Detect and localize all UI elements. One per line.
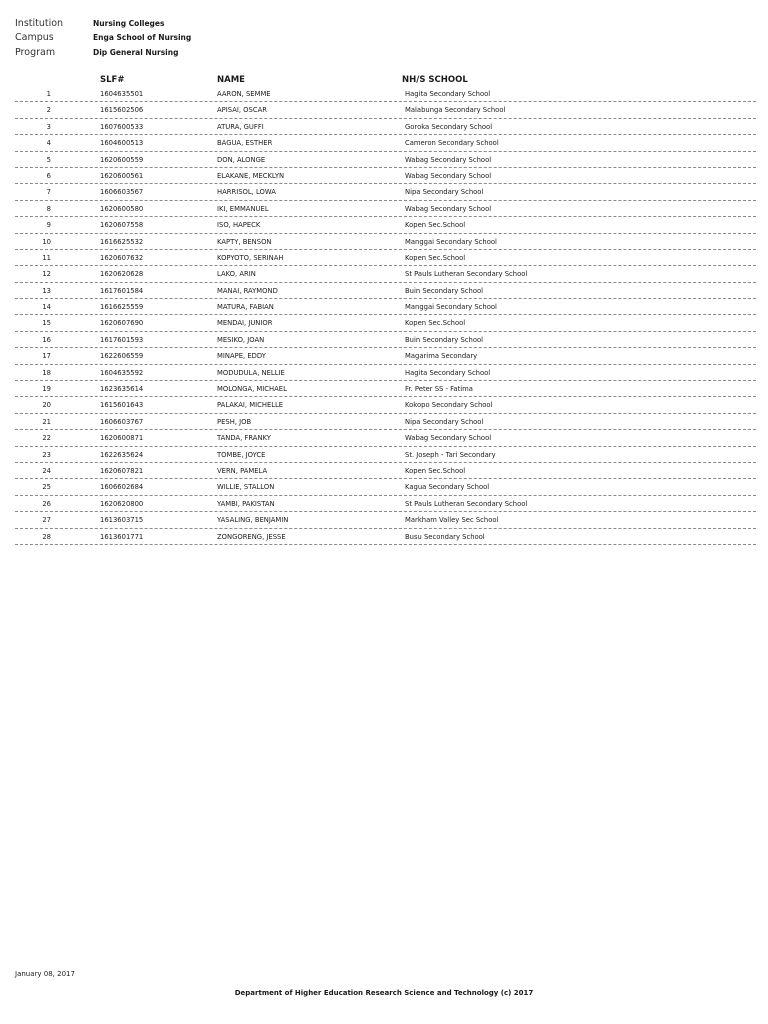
row-number: 27	[42, 516, 51, 525]
row-number: 5	[46, 155, 51, 164]
row-number: 13	[42, 286, 51, 295]
row-number: 18	[42, 368, 51, 377]
table-row	[15, 86, 756, 102]
table-row	[15, 381, 756, 397]
slf-number: 1613603715	[100, 516, 144, 525]
table-row	[15, 184, 756, 200]
program-label: Program	[15, 46, 56, 58]
school-name: Buin Secondary School	[405, 286, 484, 295]
school-name: Buin Secondary School	[405, 335, 484, 344]
institution-label: Institution	[15, 17, 64, 29]
table-row	[15, 315, 756, 331]
column-header-name: NAME	[217, 75, 245, 85]
row-number: 20	[42, 401, 51, 410]
row-number: 6	[46, 171, 51, 180]
table-row	[15, 430, 756, 446]
student-name: VERN, PAMELA	[217, 466, 268, 475]
column-header-school: NH/S SCHOOL	[402, 75, 468, 85]
table-row	[15, 365, 756, 381]
slf-number: 1604635501	[100, 90, 144, 98]
school-name: Malabunga Secondary School	[405, 106, 506, 115]
slf-number: 1604635592	[100, 368, 144, 377]
table-row	[15, 299, 756, 315]
row-number: 14	[42, 303, 51, 312]
school-name: Wabag Secondary School	[405, 171, 492, 180]
student-name: ELAKANE, MECKLYN	[217, 171, 285, 180]
student-table	[15, 86, 756, 545]
table-row	[15, 283, 756, 299]
slf-number: 1606603567	[100, 188, 144, 197]
table-row	[15, 348, 756, 364]
school-name: St Pauls Lutheran Secondary School	[405, 270, 528, 279]
slf-number: 1615601643	[100, 401, 144, 410]
report-date: January 08, 2017	[15, 970, 75, 978]
row-number: 22	[42, 434, 51, 443]
school-name: Busu Secondary School	[405, 532, 485, 541]
row-number: 4	[46, 139, 51, 148]
student-name: MODUDULA, NELLIE	[217, 368, 285, 377]
table-row	[15, 250, 756, 266]
row-number: 25	[42, 483, 51, 492]
school-name: Kagua Secondary School	[405, 483, 490, 492]
table-row	[15, 201, 756, 217]
slf-number: 1617601584	[100, 286, 144, 295]
student-name: HARRISOL, LOWA	[217, 188, 276, 197]
row-number: 23	[42, 450, 51, 459]
table-row	[15, 414, 756, 430]
table-row	[15, 168, 756, 184]
table-row	[15, 217, 756, 233]
slf-number: 1617601593	[100, 335, 144, 344]
table-row	[15, 266, 756, 282]
student-name: IKI, EMMANUEL	[217, 204, 269, 213]
table-row	[15, 152, 756, 168]
row-number: 24	[42, 466, 51, 475]
student-name: YASALING, BENJAMIN	[217, 516, 289, 525]
slf-number: 1620620628	[100, 270, 144, 279]
school-name: Kopen Sec.School	[405, 466, 466, 475]
student-name: DON, ALONGE	[217, 155, 266, 164]
campus-label: Campus	[15, 32, 54, 44]
table-row	[15, 512, 756, 528]
school-name: Kopen Sec.School	[405, 319, 466, 328]
school-name: Fr. Peter SS - Fatima	[405, 385, 473, 394]
school-name: St. Joseph - Tari Secondary	[405, 450, 496, 459]
slf-number: 1622606559	[100, 352, 144, 361]
row-number: 2	[46, 106, 51, 115]
school-name: Hagita Secondary School	[405, 90, 491, 98]
institution-row	[15, 16, 191, 31]
student-name: MENDAI, JUNIOR	[217, 319, 273, 328]
table-row	[15, 529, 756, 545]
school-name: Nipa Secondary School	[405, 417, 484, 426]
slf-number: 1606603767	[100, 417, 144, 426]
table-row	[15, 332, 756, 348]
student-name: APISAI, OSCAR	[217, 106, 267, 115]
table-row	[15, 135, 756, 151]
slf-number: 1620607558	[100, 221, 144, 230]
slf-number: 1616625532	[100, 237, 144, 246]
school-name: Cameron Secondary School	[405, 139, 499, 148]
table-row	[15, 234, 756, 250]
slf-number: 1622635624	[100, 450, 144, 459]
student-name: ATURA, GUFFI	[217, 122, 264, 131]
row-number: 26	[42, 499, 51, 508]
student-name: PESH, JOB	[217, 417, 252, 426]
row-number: 3	[46, 122, 51, 131]
student-name: TOMBE, JOYCE	[217, 450, 266, 459]
student-name: KAPTY, BENSON	[217, 237, 272, 246]
student-name: ISO, HAPECK	[217, 221, 261, 230]
student-name: AARON, SEMME	[217, 90, 271, 98]
slf-number: 1620607632	[100, 253, 144, 262]
slf-number: 1620620800	[100, 499, 144, 508]
school-name: Kokopo Secondary School	[405, 401, 493, 410]
table-row	[15, 447, 756, 463]
table-row	[15, 463, 756, 479]
school-name: Wabag Secondary School	[405, 204, 492, 213]
slf-number: 1620600871	[100, 434, 144, 443]
row-number: 16	[42, 335, 51, 344]
row-number: 8	[46, 204, 51, 213]
school-name: Nipa Secondary School	[405, 188, 484, 197]
row-number: 9	[46, 221, 51, 230]
school-name: Wabag Secondary School	[405, 434, 492, 443]
student-name: TANDA, FRANKY	[217, 434, 271, 443]
slf-number: 1615602506	[100, 106, 144, 115]
slf-number: 1604600513	[100, 139, 144, 148]
row-number: 15	[42, 319, 51, 328]
slf-number: 1620607821	[100, 466, 144, 475]
school-name: Manggai Secondary School	[405, 237, 497, 246]
school-name: Kopen Sec.School	[405, 253, 466, 262]
column-header-slf: SLF#	[100, 75, 125, 85]
slf-number: 1620600561	[100, 171, 144, 180]
student-name: MANAI, RAYMOND	[217, 286, 278, 295]
student-name: ZONGORENG, JESSE	[217, 532, 286, 541]
student-name: MOLONGA, MICHAEL	[217, 385, 287, 394]
slf-number: 1620600559	[100, 155, 144, 164]
row-number: 21	[42, 417, 51, 426]
row-number: 7	[46, 188, 51, 197]
campus-row	[15, 31, 191, 46]
row-number: 12	[42, 270, 51, 279]
row-number: 10	[42, 237, 51, 246]
school-name: Magarima Secondary	[405, 352, 478, 361]
slf-number: 1616625559	[100, 303, 144, 312]
school-name: Wabag Secondary School	[405, 155, 492, 164]
row-number: 28	[42, 532, 51, 541]
slf-number: 1620607690	[100, 319, 144, 328]
slf-number: 1613601771	[100, 532, 144, 541]
slf-number: 1620600580	[100, 204, 144, 213]
program-value: Dip General Nursing	[93, 47, 179, 57]
table-row	[15, 397, 756, 413]
slf-number: 1607600533	[100, 122, 144, 131]
school-name: St Pauls Lutheran Secondary School	[405, 499, 528, 508]
table-row	[15, 479, 756, 495]
institution-value: Nursing Colleges	[93, 18, 165, 28]
program-row	[15, 45, 191, 60]
student-name: BAGUA, ESTHER	[217, 139, 273, 148]
student-name: MATURA, FABIAN	[217, 303, 274, 312]
student-name: WILLIE, STALLON	[217, 483, 275, 492]
student-name: MINAPE, EDDY	[217, 352, 266, 361]
campus-value: Enga School of Nursing	[93, 33, 192, 43]
table-row	[15, 496, 756, 512]
school-name: Goroka Secondary School	[405, 122, 493, 131]
school-name: Markham Valley Sec School	[405, 516, 499, 525]
student-name: PALAKAI, MICHELLE	[217, 401, 284, 410]
document-header	[15, 16, 191, 60]
student-name: LAKO, ARIN	[217, 270, 256, 279]
school-name: Manggai Secondary School	[405, 303, 497, 312]
row-number: 1	[46, 90, 51, 98]
page-footer: Department of Higher Education Research Science and Technology (c) 2017	[234, 989, 534, 997]
student-name: MESIKO, JOAN	[217, 335, 265, 344]
student-name: YAMBI, PAKISTAN	[217, 499, 275, 508]
row-number: 19	[42, 385, 51, 394]
slf-number: 1606602684	[100, 483, 144, 492]
row-number: 17	[42, 352, 51, 361]
student-name: KOPYOTO, SERINAH	[217, 253, 284, 262]
row-number: 11	[42, 253, 51, 262]
slf-number: 1623635614	[100, 385, 144, 394]
school-name: Hagita Secondary School	[405, 368, 491, 377]
school-name: Kopen Sec.School	[405, 221, 466, 230]
table-row	[15, 102, 756, 118]
table-row	[15, 119, 756, 135]
